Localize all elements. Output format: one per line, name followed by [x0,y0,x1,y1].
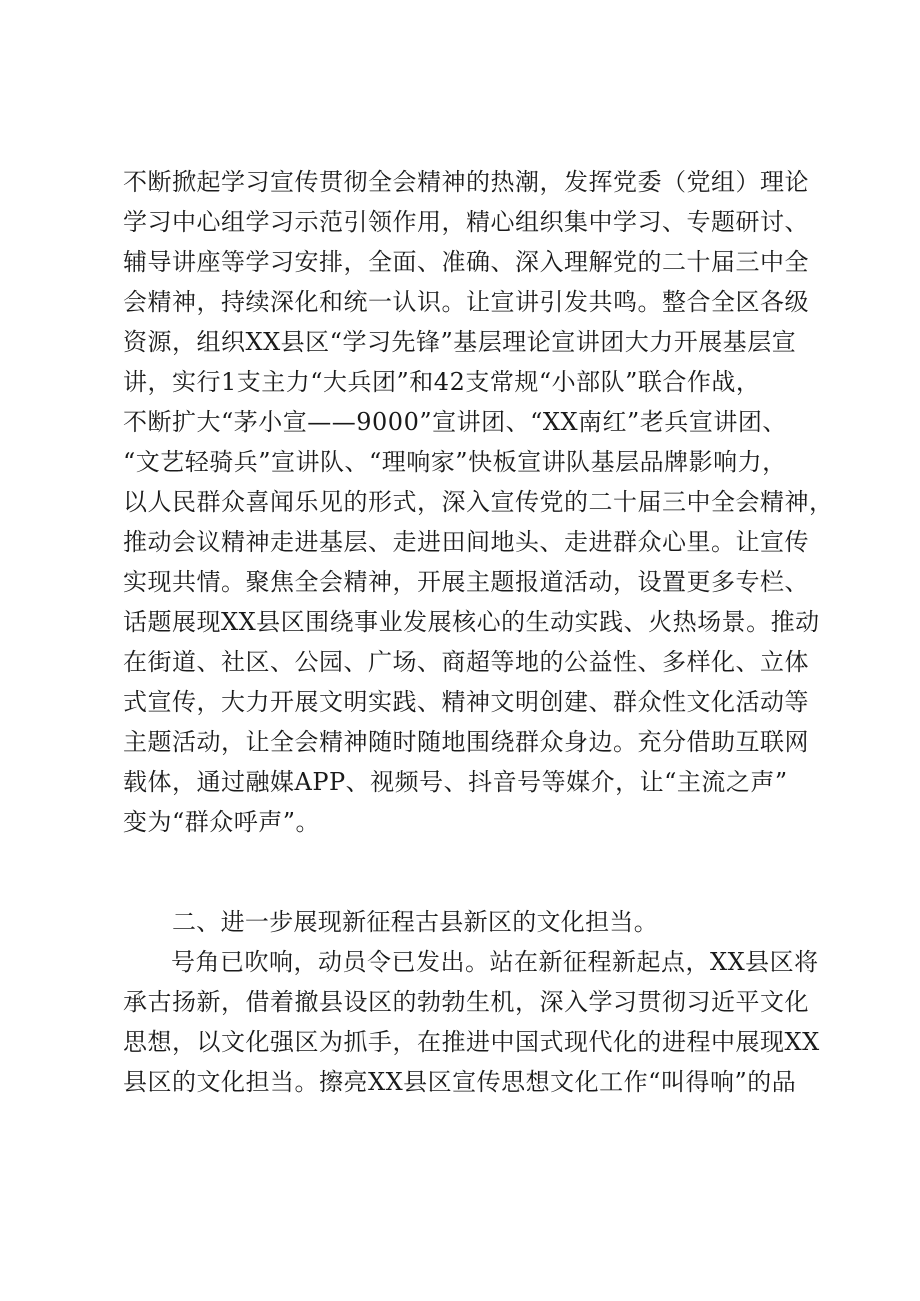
body-paragraph-2 [123,942,820,1102]
text-line: 变为“群众呼声”。 [123,808,321,836]
text-line: 会精神，持续深化和统一认识。让宣讲引发共鸣。整合全区各级 [123,288,809,316]
text-line: 不断掀起学习宣传贯彻全会精神的热潮，发挥党委（党组）理论 [123,168,809,196]
text-line: 实现共情。聚焦全会精神，开展主题报道活动，设置更多专栏、 [123,568,809,596]
text-line: 以人民群众喜闻乐见的形式，深入宣传党的二十届三中全会精神， [123,488,834,516]
text-line: 资源，组织XX县区“学习先锋”基层理论宣讲团大力开展基层宣 [123,328,797,356]
section-heading: 二、进一步展现新征程古县新区的文化担当。 [172,908,658,936]
text-line: 主题活动，让全会精神随时随地围绕群众身边。充分借助互联网 [123,728,809,756]
body-paragraph-1 [123,162,834,842]
text-line: 辅导讲座等学习安排，全面、准确、深入理解党的二十届三中全 [123,248,809,276]
text-line: 在街道、社区、公园、广场、商超等地的公益性、多样化、立体 [123,648,809,676]
text-line: 思想，以文化强区为抓手，在推进中国式现代化的进程中展现XX [123,1028,820,1056]
text-line: 号角已吹响，动员令已发出。站在新征程新起点，XX县区将 [171,948,819,976]
text-line: 承古扬新，借着撤县设区的勃勃生机，深入学习贯彻习近平文化 [123,988,809,1016]
text-line: 学习中心组学习示范引领作用，精心组织集中学习、专题研讨、 [123,208,809,236]
text-line: 推动会议精神走进基层、走进田间地头、走进群众心里。让宣传 [123,528,809,556]
text-line: “文艺轻骑兵”宣讲队、“理响家”快板宣讲队基层品牌影响力， [123,448,787,476]
text-line: 载体，通过融媒APP、视频号、抖音号等媒介，让“主流之声” [123,768,788,796]
text-line: 讲，实行1支主力“大兵团”和42支常规“小部队”联合作战， [123,368,761,396]
text-line: 式宣传，大力开展文明实践、精神文明创建、群众性文化活动等 [123,688,809,716]
text-line: 县区的文化担当。擦亮XX县区宣传思想文化工作“叫得响”的品 [123,1068,797,1096]
text-line: 话题展现XX县区围绕事业发展核心的生动实践、火热场景。推动 [123,608,820,636]
text-line: 不断扩大“茅小宣——9000”宣讲团、“XX南红”老兵宣讲团、 [123,408,787,436]
